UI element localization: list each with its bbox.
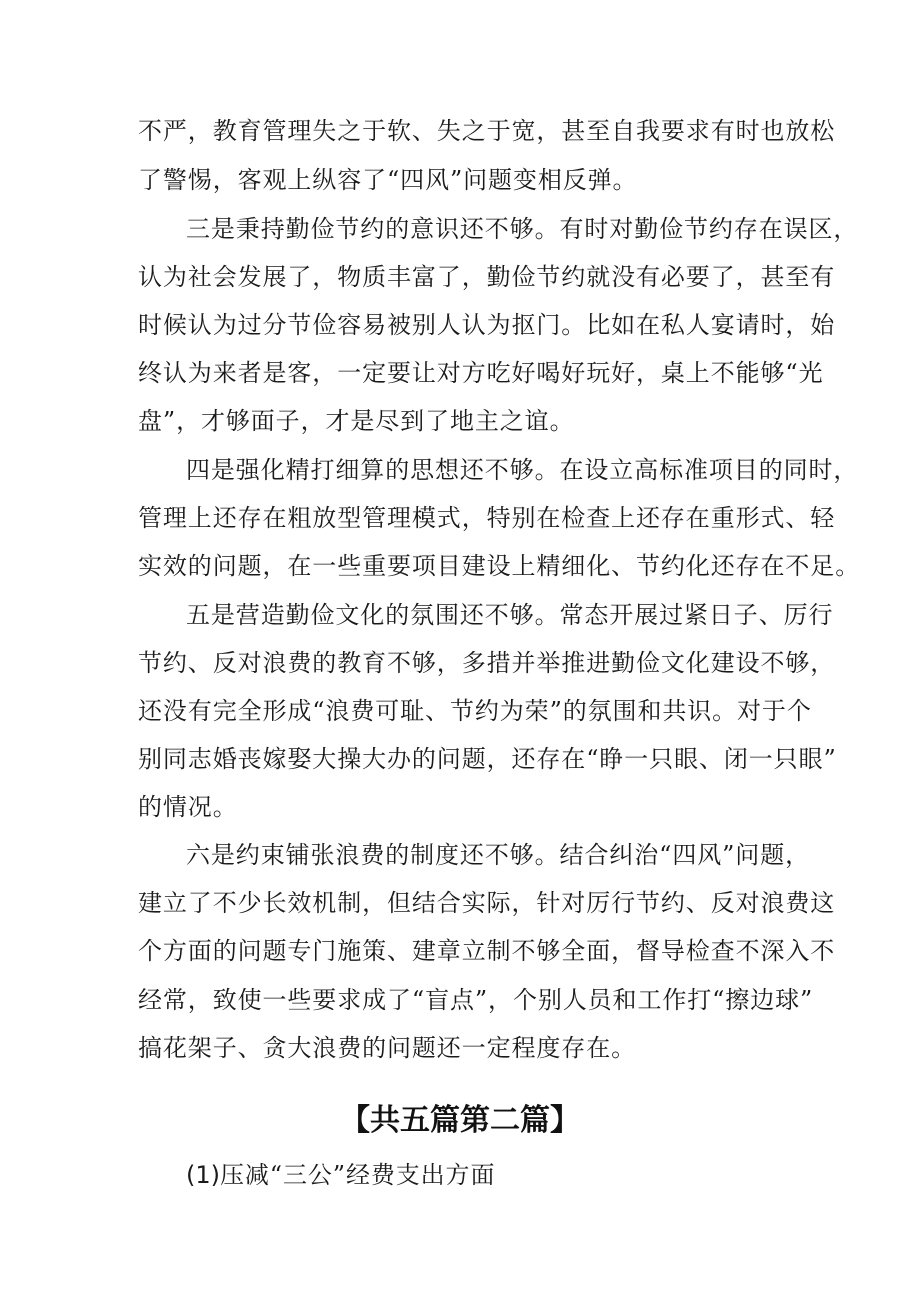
paragraph-line: 五是营造勤俭文化的氛围还不够。常态开展过紧日子、厉行 xyxy=(186,601,834,629)
paragraph-line: 盘”，才够面子，才是尽到了地主之谊。 xyxy=(138,407,575,435)
paragraph-line: 管理上还存在粗放型管理模式，特别在检查上还存在重形式、轻 xyxy=(138,504,836,532)
paragraph-line: 搞花架子、贪大浪费的问题还一定程度存在。 xyxy=(138,1034,636,1062)
paragraph-line: 个方面的问题专门施策、建章立制不够全面，督导检查不深入不 xyxy=(138,937,836,965)
paragraph-line: 终认为来者是客，一定要让对方吃好喝好玩好，桌上不能够“光 xyxy=(138,359,824,387)
paragraph-line: 还没有完全形成“浪费可耻、节约为荣”的氛围和共识。对于个 xyxy=(138,697,812,725)
paragraph-line: 节约、反对浪费的教育不够，多措并举推进勤俭文化建设不够， xyxy=(138,649,836,677)
paragraph-line: 实效的问题，在一些重要项目建设上精细化、节约化还存在不足。 xyxy=(138,552,861,580)
paragraph-line: 经常，致使一些要求成了“盲点”，个别人员和工作打“擦边球” xyxy=(138,986,814,1014)
subsection-title xyxy=(186,1160,495,1190)
paragraph-line: 四是强化精打细算的思想还不够。在设立高标准项目的同时， xyxy=(186,456,859,484)
section-heading: 【共五篇第二篇】 xyxy=(340,1103,580,1138)
paragraph-line: 了警惕，客观上纵容了“四风”问题变相反弹。 xyxy=(138,166,638,194)
paragraph-line: 时候认为过分节俭容易被别人认为抠门。比如在私人宴请时，始 xyxy=(138,311,836,339)
paragraph-line: 三是秉持勤俭节约的意识还不够。有时对勤俭节约存在误区， xyxy=(186,215,859,243)
subsection-number: (1) xyxy=(186,1161,220,1189)
paragraph-line: 别同志婚丧嫁娶大操大办的问题，还存在“睁一只眼、闭一只眼” xyxy=(138,745,837,773)
paragraph-line: 不严，教育管理失之于软、失之于宽，甚至自我要求有时也放松 xyxy=(138,117,836,145)
paragraph-line: 认为社会发展了，物质丰富了，勤俭节约就没有必要了，甚至有 xyxy=(138,263,836,291)
subsection-text: 压减“三公”经费支出方面 xyxy=(220,1161,496,1189)
paragraph-line: 六是约束铺张浪费的制度还不够。结合纠治“四风”问题， xyxy=(186,841,810,869)
paragraph-line: 建立了不少长效机制，但结合实际，针对厉行节约、反对浪费这 xyxy=(138,889,836,917)
paragraph-line: 的情况。 xyxy=(138,793,238,821)
